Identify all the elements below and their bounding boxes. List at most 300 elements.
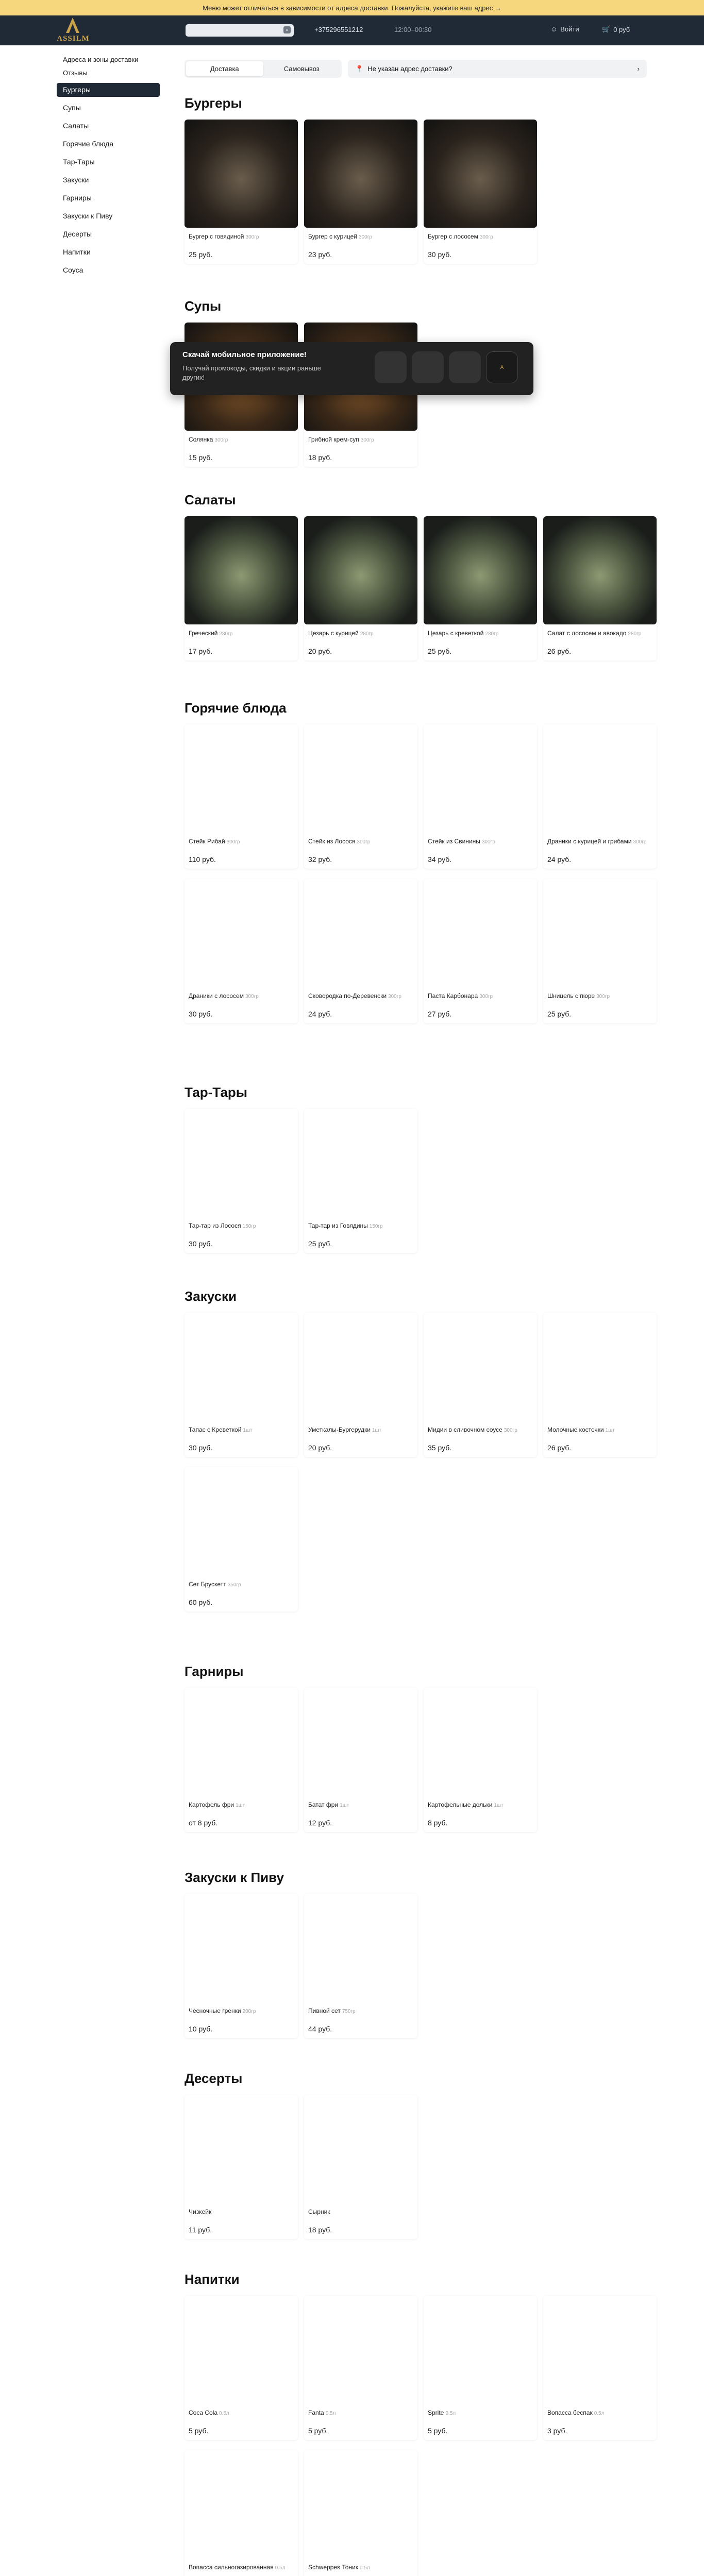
product-card[interactable]: [304, 1894, 417, 2038]
sidebar-item-salads[interactable]: Салаты: [63, 122, 89, 130]
product-name: Сырник: [308, 2208, 330, 2215]
product-card[interactable]: [185, 1467, 298, 1612]
section-title: Тар-Тары: [185, 1084, 248, 1100]
sidebar-item-sauces[interactable]: Соуса: [63, 266, 83, 274]
product-weight: 200гр: [242, 2009, 256, 2014]
product-name-wrap: [189, 2564, 294, 2572]
product-card[interactable]: [304, 2450, 417, 2576]
product-name: Тар-тар из Лосося: [189, 1222, 241, 1229]
product-image[interactable]: [304, 2450, 417, 2558]
product-info: [304, 1217, 417, 1253]
product-info: [304, 2558, 417, 2576]
product-price: 25 руб.: [428, 647, 452, 655]
app-icon-1: [375, 351, 407, 383]
product-name: Молочные косточки: [547, 1426, 604, 1433]
product-price: 26 руб.: [547, 1444, 572, 1452]
product-name-wrap: [308, 992, 413, 1001]
tab-pickup[interactable]: Самовывоз: [283, 65, 320, 73]
product-info: [424, 1421, 537, 1457]
product-name-wrap: [189, 1426, 294, 1434]
product-name: Стейк из Свинины: [428, 838, 480, 845]
sidebar-item-tartar[interactable]: Тар-Тары: [63, 158, 95, 166]
product-price: 5 руб.: [428, 2427, 448, 2435]
product-price: 30 руб.: [189, 1444, 213, 1452]
product-name-wrap: [189, 436, 294, 444]
product-name: Салат с лососем и авокадо: [547, 630, 627, 637]
product-card[interactable]: [543, 516, 657, 660]
product-name: Пивной сет: [308, 2007, 341, 2014]
product-image[interactable]: [185, 2296, 298, 2404]
product-name-wrap: [308, 436, 413, 444]
product-grid: [185, 516, 657, 660]
search-icon[interactable]: ⌕: [283, 26, 291, 33]
product-name: Грибной крем-суп: [308, 436, 359, 443]
product-price: 25 руб.: [547, 1010, 572, 1018]
product-weight: 300гр: [357, 839, 371, 845]
product-name-wrap: [308, 2409, 413, 2417]
product-image[interactable]: [424, 516, 537, 624]
product-price: 20 руб.: [308, 1444, 332, 1452]
product-image[interactable]: [185, 1467, 298, 1575]
product-image[interactable]: [185, 1109, 298, 1217]
product-name: Цезарь с креветкой: [428, 630, 484, 637]
product-card[interactable]: [304, 879, 417, 1023]
product-name: Чесночные гренки: [189, 2007, 241, 2014]
menu-section: [185, 697, 657, 1023]
product-name: Шницель с пюре: [547, 992, 595, 999]
product-weight: 0.5л: [360, 2565, 370, 2571]
product-image[interactable]: [424, 1688, 537, 1796]
product-image[interactable]: [424, 724, 537, 833]
product-name: Schweppes Тоник: [308, 2564, 359, 2571]
product-grid: [185, 1688, 657, 1832]
product-name: Цезарь с курицей: [308, 630, 359, 637]
product-name: Бургер с говядиной: [189, 233, 244, 240]
product-price: 44 руб.: [308, 2025, 332, 2033]
address-text: Не указан адрес доставки?: [367, 65, 452, 73]
product-name-wrap: [189, 2007, 294, 2015]
product-info: [185, 833, 298, 869]
product-info: [543, 2404, 657, 2440]
product-weight: 350гр: [227, 1582, 241, 1588]
product-info: [185, 1796, 298, 1832]
product-name-wrap: [428, 1801, 533, 1809]
product-name: Картофель фри: [189, 1801, 234, 1808]
product-info: [424, 1796, 537, 1832]
product-price: 25 руб.: [189, 250, 213, 259]
product-name-wrap: [547, 838, 652, 846]
sidebar-item-burgers[interactable]: Бургеры: [57, 83, 160, 97]
product-weight: 0.5л: [594, 2411, 605, 2416]
product-name: Coca Cola: [189, 2409, 218, 2416]
work-hours: 12:00–00:30: [394, 26, 432, 33]
product-weight: 750гр: [342, 2009, 356, 2014]
product-card[interactable]: [304, 1109, 417, 1253]
product-weight: 0.5л: [325, 2411, 336, 2416]
phone-link[interactable]: +375296551212: [314, 26, 363, 33]
product-card[interactable]: [185, 1688, 298, 1832]
product-info: [304, 431, 417, 467]
product-weight: 300гр: [214, 437, 228, 443]
sidebar: [57, 56, 160, 281]
product-info: [304, 833, 417, 869]
product-price: 24 руб.: [547, 855, 572, 863]
menu-section: [185, 1866, 657, 2038]
product-name: Чизкейк: [189, 2208, 212, 2215]
cart-button[interactable]: [602, 25, 630, 33]
product-image[interactable]: [185, 1894, 298, 2002]
product-image[interactable]: [304, 1688, 417, 1796]
product-image[interactable]: [304, 879, 417, 987]
menu-section: [185, 488, 657, 660]
product-info: [304, 624, 417, 660]
product-image[interactable]: [304, 1109, 417, 1217]
cart-total: 0 руб: [613, 25, 630, 33]
product-image[interactable]: [185, 120, 298, 228]
product-weight: 300гр: [479, 234, 493, 240]
product-card[interactable]: [543, 879, 657, 1023]
sidebar-delivery-zones[interactable]: Адреса и зоны доставки: [63, 56, 139, 63]
product-name: Бургер с курицей: [308, 233, 358, 240]
product-card[interactable]: [185, 879, 298, 1023]
product-info: [543, 833, 657, 869]
product-image[interactable]: [304, 724, 417, 833]
product-weight: 300гр: [504, 1428, 517, 1433]
section-title: Закуски к Пиву: [185, 1870, 284, 1885]
product-name-wrap: [308, 2564, 413, 2572]
product-price: 5 руб.: [189, 2427, 209, 2435]
product-info: [304, 2203, 417, 2239]
product-price: 34 руб.: [428, 855, 452, 863]
product-info: [424, 987, 537, 1023]
product-name: Сковородка по-Деревенски: [308, 992, 387, 999]
cart-icon: 🛒: [602, 25, 611, 33]
product-info: [185, 2558, 298, 2576]
product-card[interactable]: [304, 516, 417, 660]
product-price: 30 руб.: [189, 1240, 213, 1248]
product-card[interactable]: [304, 724, 417, 869]
section-title: Салаты: [185, 492, 236, 507]
product-name: Вопасса беспак: [547, 2409, 593, 2416]
product-price: 17 руб.: [189, 647, 213, 655]
product-image[interactable]: [185, 879, 298, 987]
login-label: Войти: [560, 25, 579, 33]
product-image[interactable]: [304, 1313, 417, 1421]
product-image[interactable]: [543, 724, 657, 833]
product-grid: [185, 724, 657, 1023]
product-name: Драники с курицей и грибами: [547, 838, 632, 845]
app-promo-popup[interactable]: [170, 342, 533, 395]
tab-delivery[interactable]: Доставка: [186, 61, 263, 76]
sidebar-item-beer-snacks[interactable]: Закуски к Пиву: [63, 212, 113, 220]
product-image[interactable]: [543, 2296, 657, 2404]
product-image[interactable]: [424, 1313, 537, 1421]
product-name: Бургер с лососем: [428, 233, 478, 240]
product-grid: [185, 2296, 657, 2576]
product-name-wrap: [308, 1801, 413, 1809]
product-weight: 1шт: [605, 1428, 615, 1433]
product-info: [424, 228, 537, 264]
sidebar-item-soups[interactable]: Супы: [63, 104, 81, 112]
popup-text: Получай промокоды, скидки и акции раньше других!: [182, 364, 321, 381]
product-image[interactable]: [185, 2450, 298, 2558]
product-card[interactable]: [543, 2296, 657, 2440]
product-weight: 300гр: [596, 994, 610, 999]
popup-title: Скачай мобильное приложение!: [182, 350, 307, 359]
product-name-wrap: [547, 2409, 652, 2417]
product-card[interactable]: [424, 120, 537, 264]
sidebar-item-drinks[interactable]: Напитки: [63, 248, 91, 256]
product-price: 18 руб.: [308, 453, 332, 462]
product-name-wrap: [547, 630, 652, 638]
location-pin-icon: 📍: [355, 64, 364, 73]
product-name: Уметкалы-Бургерудки: [308, 1426, 371, 1433]
section-title: Бургеры: [185, 95, 242, 111]
logo-icon: [66, 18, 79, 33]
sidebar-item-sides[interactable]: Гарниры: [63, 194, 92, 202]
product-card[interactable]: [304, 2296, 417, 2440]
product-weight: 1шт: [243, 1428, 253, 1433]
product-price: 60 руб.: [189, 1598, 213, 1606]
product-info: [304, 2404, 417, 2440]
product-name-wrap: [189, 630, 294, 638]
product-info: [185, 431, 298, 467]
product-card[interactable]: [424, 2296, 537, 2440]
product-price: от 8 руб.: [189, 1819, 218, 1827]
product-card[interactable]: [185, 120, 298, 264]
product-weight: 300гр: [388, 994, 401, 999]
product-weight: 0.5л: [219, 2411, 229, 2416]
product-weight: 300гр: [360, 437, 374, 443]
product-info: [424, 624, 537, 660]
product-info: [185, 2404, 298, 2440]
product-card[interactable]: [185, 724, 298, 869]
product-name-wrap: [189, 233, 294, 241]
product-price: 24 руб.: [308, 1010, 332, 1018]
product-name: Sprite: [428, 2409, 444, 2416]
product-name-wrap: [308, 2208, 413, 2216]
product-image[interactable]: [304, 2095, 417, 2203]
product-image[interactable]: [185, 516, 298, 624]
product-name: Стейк Рибай: [189, 838, 225, 845]
product-image[interactable]: [185, 1688, 298, 1796]
product-image[interactable]: [424, 879, 537, 987]
product-name-wrap: [428, 2409, 533, 2417]
product-info: [185, 1575, 298, 1612]
product-name-wrap: [189, 838, 294, 846]
product-name-wrap: [308, 838, 413, 846]
product-name-wrap: [189, 2409, 294, 2417]
product-card[interactable]: [304, 120, 417, 264]
address-selector[interactable]: [348, 60, 647, 78]
product-name: Драники с лососем: [189, 992, 244, 999]
delivery-address-banner[interactable]: Меню может отличаться в зависимости от адреса доставки. Пожалуйста, укажите ваш адрес →: [0, 0, 704, 15]
product-info: [543, 987, 657, 1023]
search-input[interactable]: [186, 24, 294, 37]
product-card[interactable]: [185, 1894, 298, 2038]
product-name-wrap: [189, 2208, 294, 2216]
product-price: 12 руб.: [308, 1819, 332, 1827]
product-name: Fanta: [308, 2409, 324, 2416]
product-price: 15 руб.: [189, 453, 213, 462]
logo-text: ASSILM: [57, 35, 90, 43]
product-name-wrap: [428, 630, 533, 638]
product-info: [543, 1421, 657, 1457]
menu-section: [185, 92, 657, 264]
product-weight: 300гр: [245, 234, 259, 240]
product-weight: 1шт: [340, 1803, 349, 1808]
product-name: Сет Брускетт: [189, 1581, 226, 1588]
product-weight: 280гр: [628, 631, 642, 637]
popup-app-icons: [375, 351, 518, 383]
product-weight: 150гр: [242, 1224, 256, 1229]
product-price: 110 руб.: [189, 855, 216, 863]
product-price: 32 руб.: [308, 855, 332, 863]
product-info: [304, 1796, 417, 1832]
product-image[interactable]: [304, 2296, 417, 2404]
product-grid: [185, 1109, 657, 1253]
product-name: Вопасса сильногазированная: [189, 2564, 274, 2571]
product-weight: 300гр: [359, 234, 372, 240]
product-name: Мидии в сливочном соусе: [428, 1426, 502, 1433]
product-name-wrap: [428, 838, 533, 846]
product-image[interactable]: [424, 2296, 537, 2404]
product-name-wrap: [428, 992, 533, 1001]
app-icon-assilm: A: [486, 351, 518, 383]
product-image[interactable]: [185, 2095, 298, 2203]
product-card[interactable]: [185, 1109, 298, 1253]
product-price: 35 руб.: [428, 1444, 452, 1452]
product-card[interactable]: [424, 1688, 537, 1832]
product-card[interactable]: [304, 2095, 417, 2239]
menu-section: [185, 1285, 657, 1612]
chevron-right-icon: ›: [637, 65, 640, 73]
product-grid: [185, 2095, 657, 2239]
product-card[interactable]: [185, 2450, 298, 2576]
product-image[interactable]: [304, 120, 417, 228]
product-name-wrap: [189, 1222, 294, 1230]
product-info: [304, 987, 417, 1023]
product-info: [185, 1421, 298, 1457]
product-name: Стейк из Лосося: [308, 838, 356, 845]
product-info: [543, 624, 657, 660]
menu-section: [185, 2268, 657, 2576]
product-name: Тар-тар из Говядины: [308, 1222, 368, 1229]
product-card[interactable]: [424, 1313, 537, 1457]
product-info: [424, 2404, 537, 2440]
product-card[interactable]: [185, 2095, 298, 2239]
product-name: Паста Карбонара: [428, 992, 478, 999]
sidebar-reviews[interactable]: Отзывы: [63, 69, 88, 77]
product-weight: 300гр: [479, 994, 493, 999]
product-image[interactable]: [424, 120, 537, 228]
product-info: [185, 1217, 298, 1253]
product-name-wrap: [547, 992, 652, 1001]
product-name: Тапас с Креветкой: [189, 1426, 242, 1433]
section-title: Супы: [185, 298, 222, 314]
product-grid: [185, 1313, 657, 1612]
product-image[interactable]: [304, 1894, 417, 2002]
product-name-wrap: [189, 1801, 294, 1809]
product-info: [304, 228, 417, 264]
product-name-wrap: [308, 2007, 413, 2015]
product-card[interactable]: [304, 1688, 417, 1832]
product-name-wrap: [428, 233, 533, 241]
product-image[interactable]: [543, 879, 657, 987]
product-price: 30 руб.: [189, 1010, 213, 1018]
menu-section: [185, 1660, 657, 1832]
product-card[interactable]: [424, 879, 537, 1023]
product-price: 27 руб.: [428, 1010, 452, 1018]
product-info: [185, 987, 298, 1023]
product-price: 23 руб.: [308, 250, 332, 259]
product-grid: [185, 1894, 657, 2038]
product-card[interactable]: [185, 516, 298, 660]
product-name-wrap: [308, 1222, 413, 1230]
menu-section: [185, 1081, 657, 1253]
product-info: [185, 2203, 298, 2239]
product-card[interactable]: [185, 1313, 298, 1457]
product-name-wrap: [308, 1426, 413, 1434]
product-info: [185, 2002, 298, 2038]
product-image[interactable]: [185, 724, 298, 833]
product-weight: 300гр: [481, 839, 495, 845]
product-price: 18 руб.: [308, 2226, 332, 2234]
product-weight: 1шт: [494, 1803, 504, 1808]
product-image[interactable]: [543, 1313, 657, 1421]
product-weight: 300гр: [633, 839, 647, 845]
sidebar-item-desserts[interactable]: Десерты: [63, 230, 92, 238]
product-price: 8 руб.: [428, 1819, 448, 1827]
sidebar-item-hot[interactable]: Горячие блюда: [63, 140, 114, 148]
product-name-wrap: [308, 233, 413, 241]
product-image[interactable]: [543, 516, 657, 624]
header: [0, 15, 704, 45]
product-weight: 0.5л: [445, 2411, 456, 2416]
product-name-wrap: [428, 1426, 533, 1434]
product-card[interactable]: [424, 516, 537, 660]
product-card[interactable]: [543, 724, 657, 869]
product-price: 26 руб.: [547, 647, 572, 655]
product-card[interactable]: [424, 724, 537, 869]
product-weight: 280гр: [360, 631, 374, 637]
product-weight: 280гр: [485, 631, 499, 637]
app-icon-2: [412, 351, 444, 383]
product-price: 3 руб.: [547, 2427, 567, 2435]
product-weight: 1шт: [372, 1428, 382, 1433]
product-weight: 1шт: [236, 1803, 245, 1808]
product-image[interactable]: [304, 516, 417, 624]
product-card[interactable]: [543, 1313, 657, 1457]
product-price: 25 руб.: [308, 1240, 332, 1248]
product-weight: 280гр: [219, 631, 233, 637]
user-icon: ☺: [550, 25, 558, 33]
section-title: Напитки: [185, 2272, 240, 2287]
section-title: Горячие блюда: [185, 700, 287, 716]
product-name: Картофельные дольки: [428, 1801, 493, 1808]
product-card[interactable]: [185, 2296, 298, 2440]
product-weight: 300гр: [245, 994, 259, 999]
app-icon-3: [449, 351, 481, 383]
product-image[interactable]: [185, 1313, 298, 1421]
product-card[interactable]: [304, 1313, 417, 1457]
sidebar-item-snacks[interactable]: Закуски: [63, 176, 89, 184]
delivery-type-tabs: [185, 60, 342, 78]
login-button[interactable]: [550, 25, 579, 33]
logo[interactable]: [57, 18, 90, 43]
section-title: Десерты: [185, 2071, 243, 2086]
product-price: 30 руб.: [428, 250, 452, 259]
